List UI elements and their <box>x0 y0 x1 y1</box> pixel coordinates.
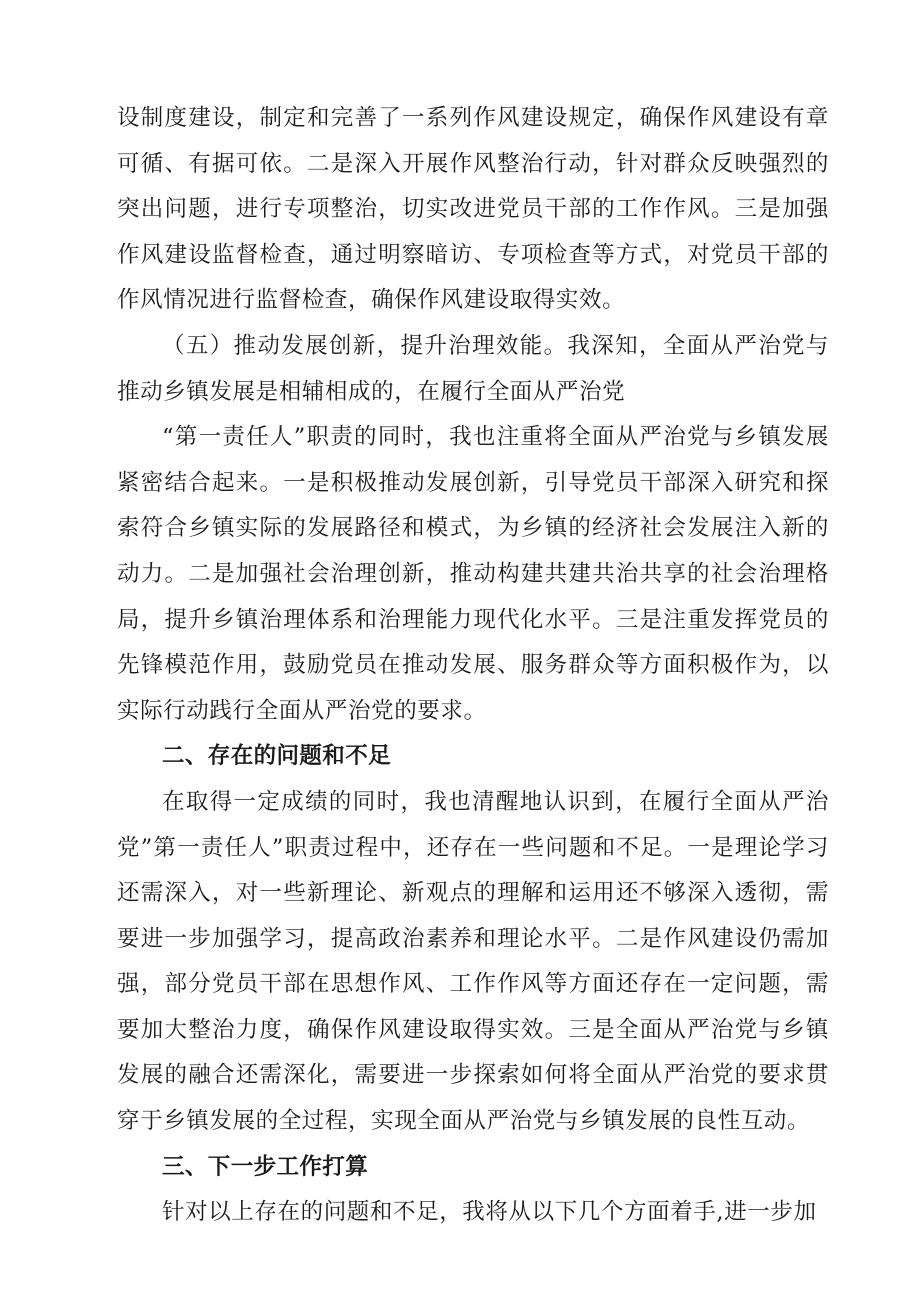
paragraph-next-steps: 针对以上存在的问题和不足，我将从以下几个方面着手,进一步加 <box>162 1199 817 1226</box>
document-body <box>117 96 829 1236</box>
paragraph-style-building: 设制度建设，制定和完善了一系列作风建设规定，确保作风建设有章可循、有据可依。二是深入开展作风整治行动，针对群众反映强烈的突出问题，进行专项整治，切实改进党员干部的工作作风。三是加强作风建设监督检查，通过明察暗访、专项检查等方式，对党员干部的作风情况进行监督检查，确保作风建设取得实效。 <box>117 105 829 314</box>
section-heading-problems: 二、存在的问题和不足 <box>162 743 392 770</box>
paragraph-development-innovation: “第一责任人”职责的同时，我也注重将全面从严治党与乡镇发展紧密结合起来。一是积极推动发展创新，引导党员干部深入研究和探索符合乡镇实际的发展路径和模式，为乡镇的经济社会发展注入新的动力。二是加强社会治理创新，推动构建共建共治共享的社会治理格局，提升乡镇治理体系和治理能力现代化水平。三是注重发挥党员的先锋模范作用，鼓励党员在推动发展、服务群众等方面积极作为，以实际行动践行全面从严治党的要求。 <box>117 424 829 724</box>
paragraph-problems: 在取得一定成绩的同时，我也清醒地认识到，在履行全面从严治党”第一责任人”职责过程中，还存在一些问题和不足。一是理论学习还需深入，对一些新理论、新观点的理解和运用还不够深入透彻，需要进一步加强学习，提高政治素养和理论水平。二是作风建设仍需加强，部分党员干部在思想作风、工作作风等方面还存在一定问题，需要加大整治力度，确保作风建设取得实效。三是全面从严治党与乡镇发展的融合还需深化，需要进一步探索如何将全面从严治党的要求贯穿于乡镇发展的全过程，实现全面从严治党与乡镇发展的良性互动。 <box>117 788 829 1135</box>
section-heading-next-steps: 三、下一步工作打算 <box>162 1153 369 1180</box>
paragraph-development-innovation-intro: （五）推动发展创新，提升治理效能。我深知，全面从严治党与推动乡镇发展是相辅相成的，在履行全面从严治党 <box>117 332 829 405</box>
